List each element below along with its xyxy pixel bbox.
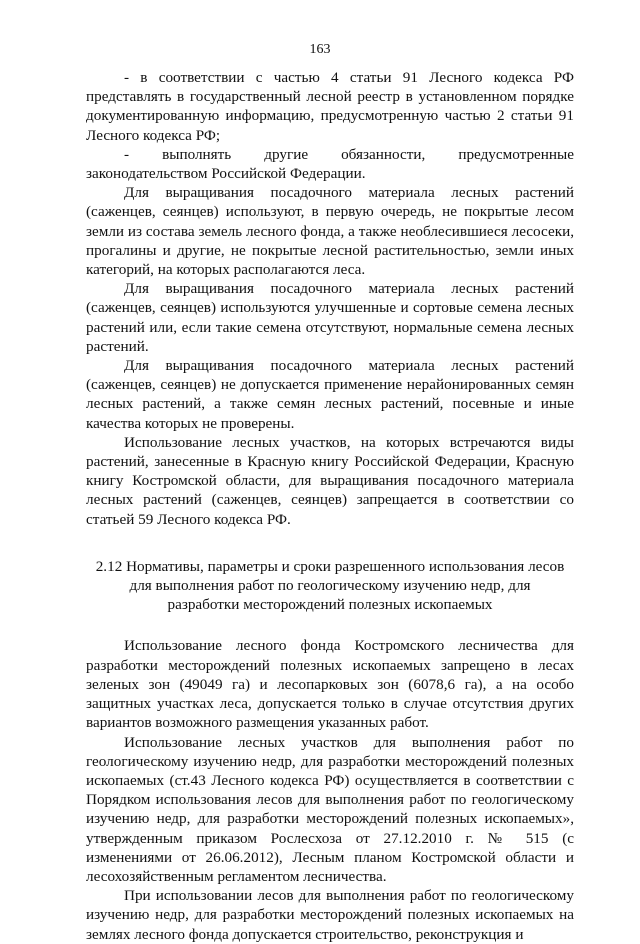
paragraph: При использовании лесов для выполнения работ по геологическому изучению недр, для разработки месторождений полезных ископаемых на землях лесного фонда допускается строительство, реконструкция и — [86, 887, 574, 943]
paragraph: - в соответствии с частью 4 статьи 91 Лесного кодекса РФ представлять в государственный лесной реестр в установленном порядке документированную информацию, предусмотренную частью 2 статьи 91 Лесного кодекса РФ; — [86, 69, 574, 144]
document-body — [86, 68, 574, 944]
paragraph: Для выращивания посадочного материала лесных растений (саженцев, сеянцев) не допускается применение нерайонированных семян лесных растений, а также семян лесных растений, посевные и иные качества которых не проверены. — [86, 357, 574, 432]
paragraph: - выполнять другие обязанности, предусмотренные законодательством Российской Федерации. — [86, 145, 574, 183]
page-number: 163 — [309, 42, 331, 57]
paragraph: Использование лесных участков для выполнения работ по геологическому изучению недр, для разработки месторождений полезных ископаемых (ст.43 Лесного кодекса РФ) осуществляется в соответствии с Порядком использования лесов для выполнения работ по геологическому изучению недр, для разработки месторождений полезных ископаемых», утвержденным приказом Рослесхоза от 27.12.2010 г. № 515 (с изменениями от 26.06.2012), Лесным планом Костромской области и лесохозяйственным регламентом лесничества. — [86, 733, 574, 885]
section-heading: 2.12 Нормативы, параметры и сроки разрешенного использования лесов для выполнения работ по геологическому изучению недр, для разработки месторождений полезных ископаемых — [95, 557, 565, 614]
paragraph: Для выращивания посадочного материала лесных растений (саженцев, сеянцев) используют, в первую очередь, не покрытые лесом земли из состава земель лесного фонда, а также необлесившиеся лесосеки, прогалины и другие, не покрытые лесной растительностью, земли иных категорий, на которых располагаются леса. — [86, 184, 574, 279]
paragraph: Использование лесных участков, на которых встречаются виды растений, занесенные в Красную книгу Российской Федерации, Красную книгу Костромской области, для выращивания посадочного материала лесных растений (саженцев, сеянцев) запрещается в соответствии со статьей 59 Лесного кодекса РФ. — [86, 433, 574, 528]
paragraph: Для выращивания посадочного материала лесных растений (саженцев, сеянцев) используются улучшенные и сортовые семена лесных растений или, если такие семена отсутствуют, нормальные семена лесных растений. — [86, 280, 574, 355]
paragraph: Использование лесного фонда Костромского лесничества для разработки месторождений полезных ископаемых запрещено в лесах зеленых зон (49049 га) и лесопарковых зон (6078,6 га), а на особо защитных участках леса, допускается только в случае отсутствия других вариантов возможного размещения указанных работ. — [86, 637, 574, 732]
